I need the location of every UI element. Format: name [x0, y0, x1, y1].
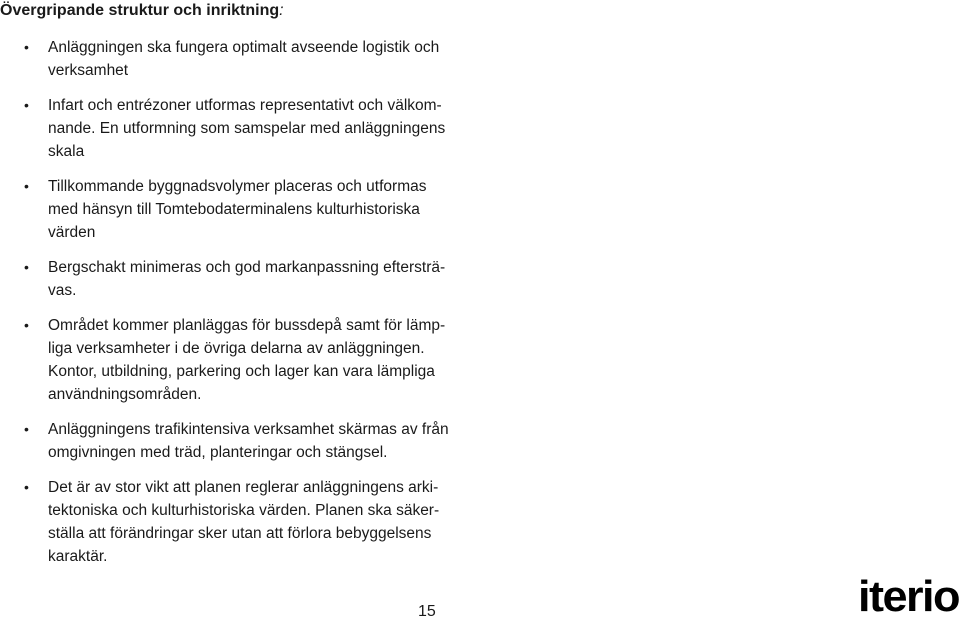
- list-item-line: Tillkommande byggnadsvolymer placeras och utformas: [48, 178, 427, 195]
- list-item-line: Bergschakt minimeras och god markanpassning eftersträ-: [48, 259, 446, 276]
- list-item-line: karaktär.: [48, 548, 108, 565]
- list-item: [24, 418, 484, 464]
- bullet-dot-icon: •: [24, 479, 29, 495]
- section-heading-title: Övergripande struktur och inriktning: [0, 2, 280, 19]
- bullet-list: [24, 36, 484, 580]
- section-heading-colon: :: [279, 2, 284, 19]
- list-item-line: Anläggningen ska fungera optimalt avseende logistik och: [48, 39, 440, 56]
- list-item-line: omgivningen med träd, planteringar och stängsel.: [48, 444, 388, 461]
- list-item-line: skala: [48, 143, 85, 160]
- list-item-line: användningsområden.: [48, 386, 202, 403]
- list-item-line: nande. En utformning som samspelar med anläggningens: [48, 120, 446, 137]
- list-item-line: Infart och entrézoner utformas representativt och välkom-: [48, 97, 442, 114]
- list-item: [24, 175, 484, 244]
- iterio-logo-icon: [858, 574, 960, 616]
- list-item: [24, 94, 484, 163]
- page-number: 15: [418, 603, 436, 620]
- list-item-line: liga verksamheter i de övriga delarna av anläggningen.: [48, 340, 425, 357]
- list-item-line: ställa att förändringar sker utan att förlora bebyggelsens: [48, 525, 432, 542]
- list-item-line: verksamhet: [48, 62, 129, 79]
- section-heading: [0, 0, 284, 22]
- bullet-dot-icon: •: [24, 421, 29, 437]
- logo-text: iterio: [858, 574, 960, 616]
- list-item-line: värden: [48, 224, 96, 241]
- list-item: [24, 314, 484, 406]
- list-item-line: med hänsyn till Tomtebodaterminalens kulturhistoriska: [48, 201, 420, 218]
- list-item: [24, 36, 484, 82]
- list-item: [24, 256, 484, 302]
- list-item-line: Anläggningens trafikintensiva verksamhet skärmas av från: [48, 421, 449, 438]
- list-item-line: vas.: [48, 282, 77, 299]
- bullet-dot-icon: •: [24, 317, 29, 333]
- bullet-dot-icon: •: [24, 178, 29, 194]
- list-item-line: Kontor, utbildning, parkering och lager kan vara lämpliga: [48, 363, 435, 380]
- list-item-line: Området kommer planläggas för bussdepå samt för lämp-: [48, 317, 446, 334]
- bullet-dot-icon: •: [24, 97, 29, 113]
- bullet-dot-icon: •: [24, 259, 29, 275]
- list-item-line: tektoniska och kulturhistoriska värden. Planen ska säker-: [48, 502, 440, 519]
- bullet-dot-icon: •: [24, 39, 29, 55]
- list-item: [24, 476, 484, 568]
- list-item-line: Det är av stor vikt att planen reglerar anläggningens arki-: [48, 479, 439, 496]
